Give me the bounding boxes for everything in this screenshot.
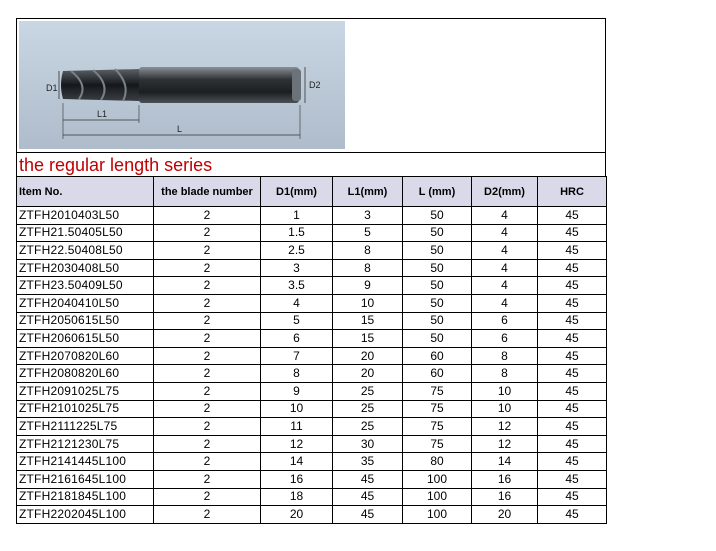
header-d1: D1(mm) [261, 177, 333, 207]
cell-d2: 4 [472, 294, 538, 312]
cell-blade-number: 2 [154, 506, 261, 524]
cell-l: 75 [403, 382, 472, 400]
cell-l: 50 [403, 242, 472, 260]
cell-hrc: 45 [538, 259, 607, 277]
cell-l1: 30 [333, 435, 403, 453]
cell-d2: 12 [472, 418, 538, 436]
cell-d1: 1.5 [261, 224, 333, 242]
cell-blade-number: 2 [154, 224, 261, 242]
cell-blade-number: 2 [154, 488, 261, 506]
cell-l1: 15 [333, 330, 403, 348]
cell-blade-number: 2 [154, 259, 261, 277]
cell-d2: 14 [472, 453, 538, 471]
cell-blade-number: 2 [154, 312, 261, 330]
cell-l1: 45 [333, 488, 403, 506]
cell-item-no: ZTFH2111225L75 [17, 418, 154, 436]
cell-l1: 9 [333, 277, 403, 295]
table-row [17, 224, 607, 242]
cell-d2: 4 [472, 259, 538, 277]
cell-l: 50 [403, 330, 472, 348]
cell-blade-number: 2 [154, 435, 261, 453]
table-row [17, 242, 607, 260]
cell-l: 75 [403, 418, 472, 436]
cell-l1: 25 [333, 400, 403, 418]
cell-d2: 8 [472, 365, 538, 383]
cell-hrc: 45 [538, 207, 607, 225]
cell-d1: 10 [261, 400, 333, 418]
cell-d1: 18 [261, 488, 333, 506]
cell-blade-number: 2 [154, 330, 261, 348]
cell-l: 50 [403, 224, 472, 242]
cell-hrc: 45 [538, 470, 607, 488]
cell-d2: 4 [472, 224, 538, 242]
table-row [17, 453, 607, 471]
header-d2: D2(mm) [472, 177, 538, 207]
cell-d2: 4 [472, 207, 538, 225]
cell-l: 50 [403, 294, 472, 312]
l-label: L [177, 124, 183, 134]
cell-d2: 10 [472, 382, 538, 400]
table-row [17, 470, 607, 488]
cell-blade-number: 2 [154, 470, 261, 488]
cell-d1: 7 [261, 347, 333, 365]
cell-blade-number: 2 [154, 418, 261, 436]
cell-d1: 8 [261, 365, 333, 383]
cell-item-no: ZTFH2121230L75 [17, 435, 154, 453]
table-row [17, 382, 607, 400]
tool-shank-end [292, 69, 301, 101]
cell-l1: 3 [333, 207, 403, 225]
table-row [17, 488, 607, 506]
header-hrc: HRC [538, 177, 607, 207]
tool-flute [61, 69, 139, 101]
table-row [17, 365, 607, 383]
cell-hrc: 45 [538, 330, 607, 348]
cell-d1: 14 [261, 453, 333, 471]
cell-l1: 8 [333, 242, 403, 260]
cell-item-no: ZTFH2161645L100 [17, 470, 154, 488]
spec-sheet [16, 18, 606, 524]
cell-d1: 1 [261, 207, 333, 225]
header-l: L (mm) [403, 177, 472, 207]
cell-d2: 20 [472, 506, 538, 524]
cell-l: 75 [403, 400, 472, 418]
table-row [17, 435, 607, 453]
cell-l: 80 [403, 453, 472, 471]
cell-hrc: 45 [538, 506, 607, 524]
cell-l: 50 [403, 312, 472, 330]
cell-hrc: 45 [538, 453, 607, 471]
cell-l: 50 [403, 259, 472, 277]
cell-hrc: 45 [538, 277, 607, 295]
cell-d1: 2.5 [261, 242, 333, 260]
cell-d2: 4 [472, 277, 538, 295]
cell-blade-number: 2 [154, 453, 261, 471]
cell-item-no: ZTFH2030408L50 [17, 259, 154, 277]
table-row [17, 312, 607, 330]
cell-blade-number: 2 [154, 347, 261, 365]
cell-hrc: 45 [538, 400, 607, 418]
cell-blade-number: 2 [154, 207, 261, 225]
cell-hrc: 45 [538, 382, 607, 400]
cell-blade-number: 2 [154, 242, 261, 260]
spec-table [16, 176, 607, 524]
cell-l: 100 [403, 488, 472, 506]
cell-d1: 3 [261, 259, 333, 277]
cell-d1: 6 [261, 330, 333, 348]
cell-item-no: ZTFH2060615L50 [17, 330, 154, 348]
cell-d2: 10 [472, 400, 538, 418]
cell-item-no: ZTFH21.50405L50 [17, 224, 154, 242]
cell-l1: 15 [333, 312, 403, 330]
cell-l1: 20 [333, 365, 403, 383]
d2-label: D2 [309, 80, 321, 90]
table-header-row [17, 177, 607, 207]
cell-d1: 12 [261, 435, 333, 453]
cell-d1: 4 [261, 294, 333, 312]
cell-l: 100 [403, 506, 472, 524]
cell-d1: 9 [261, 382, 333, 400]
cell-d1: 16 [261, 470, 333, 488]
cell-d1: 11 [261, 418, 333, 436]
cell-l1: 25 [333, 418, 403, 436]
end-mill-diagram [19, 21, 345, 149]
cell-d1: 20 [261, 506, 333, 524]
series-title: the regular length series [16, 152, 606, 176]
cell-d2: 12 [472, 435, 538, 453]
table-row [17, 506, 607, 524]
cell-item-no: ZTFH2091025L75 [17, 382, 154, 400]
cell-hrc: 45 [538, 294, 607, 312]
header-blade-number: the blade number [154, 177, 261, 207]
cell-l: 50 [403, 277, 472, 295]
cell-l: 50 [403, 207, 472, 225]
l1-label: L1 [97, 109, 108, 119]
table-row [17, 277, 607, 295]
cell-item-no: ZTFH2141445L100 [17, 453, 154, 471]
header-l1: L1(mm) [333, 177, 403, 207]
cell-item-no: ZTFH22.50408L50 [17, 242, 154, 260]
product-image-box [16, 18, 606, 152]
table-row [17, 347, 607, 365]
cell-l1: 5 [333, 224, 403, 242]
cell-item-no: ZTFH2080820L60 [17, 365, 154, 383]
cell-item-no: ZTFH2040410L50 [17, 294, 154, 312]
d1-label: D1 [46, 83, 58, 93]
cell-l1: 20 [333, 347, 403, 365]
cell-hrc: 45 [538, 224, 607, 242]
cell-l1: 45 [333, 470, 403, 488]
cell-item-no: ZTFH2050615L50 [17, 312, 154, 330]
cell-l: 100 [403, 470, 472, 488]
cell-d2: 8 [472, 347, 538, 365]
cell-d1: 5 [261, 312, 333, 330]
cell-item-no: ZTFH2202045L100 [17, 506, 154, 524]
cell-l1: 35 [333, 453, 403, 471]
cell-blade-number: 2 [154, 277, 261, 295]
table-row [17, 207, 607, 225]
cell-blade-number: 2 [154, 365, 261, 383]
cell-hrc: 45 [538, 347, 607, 365]
cell-hrc: 45 [538, 312, 607, 330]
cell-d2: 16 [472, 470, 538, 488]
cell-d1: 3.5 [261, 277, 333, 295]
tool-shank [139, 67, 299, 103]
cell-d2: 6 [472, 330, 538, 348]
cell-l1: 45 [333, 506, 403, 524]
cell-l: 60 [403, 365, 472, 383]
cell-d2: 6 [472, 312, 538, 330]
cell-blade-number: 2 [154, 400, 261, 418]
table-row [17, 400, 607, 418]
cell-item-no: ZTFH2070820L60 [17, 347, 154, 365]
cell-item-no: ZTFH23.50409L50 [17, 277, 154, 295]
cell-d2: 16 [472, 488, 538, 506]
cell-l1: 25 [333, 382, 403, 400]
table-row [17, 418, 607, 436]
cell-hrc: 45 [538, 488, 607, 506]
cell-hrc: 45 [538, 365, 607, 383]
table-row [17, 330, 607, 348]
header-item-no: Item No. [17, 177, 154, 207]
cell-l1: 8 [333, 259, 403, 277]
cell-item-no: ZTFH2181845L100 [17, 488, 154, 506]
cell-l: 60 [403, 347, 472, 365]
table-row [17, 294, 607, 312]
cell-d2: 4 [472, 242, 538, 260]
cell-hrc: 45 [538, 418, 607, 436]
cell-blade-number: 2 [154, 294, 261, 312]
table-row [17, 259, 607, 277]
cell-blade-number: 2 [154, 382, 261, 400]
cell-hrc: 45 [538, 435, 607, 453]
cell-item-no: ZTFH2010403L50 [17, 207, 154, 225]
cell-l1: 10 [333, 294, 403, 312]
cell-hrc: 45 [538, 242, 607, 260]
cell-l: 75 [403, 435, 472, 453]
cell-item-no: ZTFH2101025L75 [17, 400, 154, 418]
